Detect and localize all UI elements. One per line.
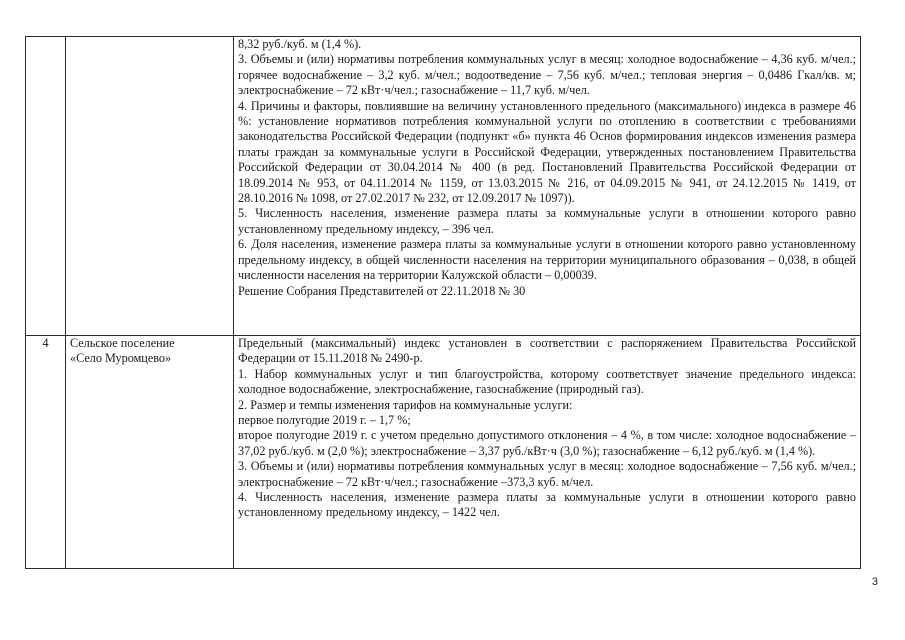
paragraph: первое полугодие 2019 г. – 1,7 %; [238, 413, 411, 428]
paragraph: Предельный (максимальный) индекс установлен в соответствии с распоряжением Правительства Российской Федерации от 15.11.2018 № 2490-р. [238, 336, 856, 366]
municipality-name-cell [66, 37, 234, 336]
paragraph: 1. Набор коммунальных услуг и тип благоустройства, которому соответствует значение предельного индекса: холодное водоснабжение, электроснабжение, газоснабжение (природный газ). [238, 366, 856, 397]
paragraph: 3. Объемы и (или) нормативы потребления коммунальных услуг в месяц: холодное водоснабжение – 7,56 куб. м/чел.; электроснабжение – 72 кВт·ч/чел.; газоснабжение –373,3 куб. м/чел. [238, 459, 856, 489]
paragraph: 8,32 руб./куб. м (1,4 %). [238, 37, 362, 51]
document-table [25, 36, 861, 569]
paragraph: 4. Причины и факторы, повлиявшие на величину установленного предельного (максимального) индекса в размере 46 %: установление нормативов потребления коммунальной услуги по отоплению в соответствии с требованиями законодательства Российской Федерации (подпункт «б» пункта 46 Основ формирования индексов изменения размера платы граждан за коммунальные услуги в Российской Федерации, утвержденных постановлением Правительства Российской Федерации от 30.04.2014 № 400 (в ред. Постановлений Правительства Российской Федерации от 18.09.2014 № 953, от 04.11.2014 № 1159, от 13.03.2015 № 216, от 04.09.2015 № 941, от 24.12.2015 № 1419, от 28.10.2016 № 1098, от 27.02.2017 № 232, от 12.09.2017 № 1097)). [238, 98, 856, 206]
decision-reference: Решение Собрания Представителей от 22.11.2018 № 30 [238, 283, 526, 298]
row-number-cell [26, 37, 66, 336]
row-number-cell: 4 [26, 336, 66, 569]
row-content-cell [234, 336, 861, 569]
paragraph: 3. Объемы и (или) нормативы потребления коммунальных услуг в месяц: холодное водоснабжение – 4,36 куб. м/чел.; горячее водоснабжение – 3,2 куб. м/чел.; водоотведение – 7,56 куб. м/чел.; тепловая энергия – 0,0486 Гкал/кв. м; электроснабжение – 72 кВт·ч/чел.; газоснабжение – 11,7 куб. м/чел. [238, 52, 856, 98]
municipality-name: «Село Муромцево» [70, 351, 172, 366]
paragraph: 6. Доля населения, изменение размера платы за коммунальные услуги в отношении которого равно установленному предельному индексу, в общей численности населения на территории муниципального образования – 0,038, в общей численности населения на территории Калужской области – 0,00039. [238, 237, 856, 283]
paragraph: 5. Численность населения, изменение размера платы за коммунальные услуги в отношении которого равно установленному предельному индексу, – 396 чел. [238, 206, 856, 236]
municipality-name-cell [66, 336, 234, 569]
row-content-cell [234, 37, 861, 336]
table-row [26, 37, 861, 336]
table-row [26, 336, 861, 569]
municipality-type: Сельское поселение [70, 336, 175, 350]
page-number: 3 [871, 576, 878, 588]
paragraph: 2. Размер и темпы изменения тарифов на коммунальные услуги: [238, 397, 573, 412]
paragraph: 4. Численность населения, изменение размера платы за коммунальные услуги в отношении которого равно установленному предельному индексу, – 1422 чел. [238, 490, 856, 520]
paragraph: второе полугодие 2019 г. с учетом предельно допустимого отклонения – 4 %, в том числе: холодное водоснабжение – 37,02 руб./куб. м (2,0 %); электроснабжение – 3,37 руб./кВт·ч (3,0 %); газоснабжение – 6,12 руб./куб. м (1,4 %). [238, 428, 856, 458]
